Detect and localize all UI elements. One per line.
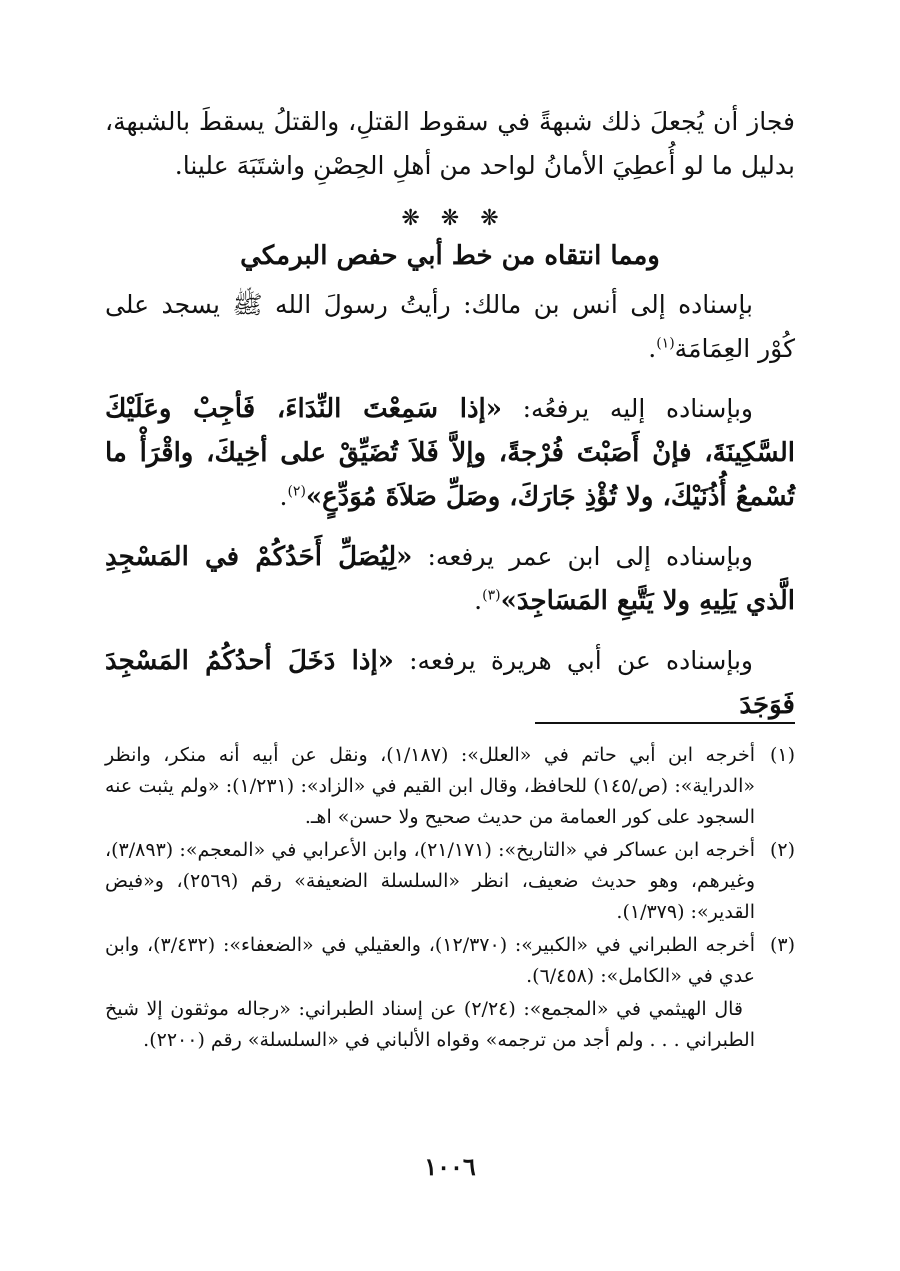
paragraph-end: . (279, 482, 288, 511)
paragraph-ibn-umar (105, 535, 795, 623)
footnote-2 (105, 835, 795, 928)
main-text (105, 100, 795, 727)
footnote-ref-2: (٢) (287, 483, 306, 500)
hadith-text: «لِيُصَلِّ أَحَدُكُمْ في المَسْجِدِ الَّذي يَلِيهِ ولا يَتَّبعِ المَسَاجِدَ» (105, 542, 795, 616)
paragraph-anas (105, 283, 795, 371)
footnote-3 (105, 930, 795, 992)
footnote-ref-3: (٣) (482, 587, 501, 604)
paragraph-anas-text: بإسناده إلى أنس بن مالك: رأيتُ رسولَ الله ﷺ يسجد على كُوْر العِمَامَة (105, 290, 795, 363)
footnote-text: أخرجه الطبراني في «الكبير»: (١٢/٣٧٠)، والعقيلي في «الضعفاء»: (٣/٤٣٢)، وابن عدي في «الكامل»: (٦/٤٥٨). (105, 934, 755, 987)
paragraph-nida (105, 387, 795, 519)
footnotes (105, 740, 795, 1056)
section-divider: ❋ ❋ ❋ (401, 206, 499, 231)
footnote-ref-1: (١) (656, 335, 675, 352)
footnote-separator (535, 722, 795, 724)
paragraph-lead: وبإسناده عن أبي هريرة يرفعه: (393, 646, 753, 675)
paragraph-end: . (474, 586, 483, 615)
page-number: ١٠٠٦ (424, 1152, 476, 1181)
footnote-number: (١) (769, 744, 795, 766)
intro-paragraph: فجاز أن يُجعلَ ذلك شبهةً في سقوط القتلِ، والقتلُ يسقطَ بالشبهة، بدليل ما لو أُعطِيَ الأمانُ لواحد من أهلِ الحِصْنِ واشتَبَهَ علينا. (105, 107, 795, 180)
paragraph-end: . (648, 334, 657, 363)
hadith-text: «إذا سَمِعْتَ النِّدَاءَ، فَأجِبْ وعَلَيْكَ السَّكِينَةَ، فإنْ أَصَبْتَ فُرْجةً، وإلاَّ فَلاَ تُضَيِّقْ على أخِيكَ، واقْرَأْ ما تُسْمعُ أُذُنَيْكَ، ولا تُؤْذِ جَارَكَ، وصَلِّ صَلاَةَ مُوَدِّعٍ» (105, 394, 795, 512)
footnote-text: أخرجه ابن أبي حاتم في «العلل»: (١/١٨٧)، ونقل عن أبيه أنه منكر، وانظر «الدراية»: (ص/١٤٥) للحافظ، وقال ابن القيم في «الزاد»: (١/٢٣١): «ولم يثبت عنه السجود على كور العمامة من حديث صحيح ولا حسن» اهـ. (105, 744, 755, 828)
footnote-number: (٣) (769, 934, 795, 956)
footnote-3-continuation: قال الهيثمي في «المجمع»: (٢/٢٤) عن إسناد الطبراني: «رجاله موثقون إلا شيخ الطبراني . . . ولم أجد من ترجمه» وقواه الألباني في «السلسلة» رقم (٢٢٠٠). (105, 998, 755, 1051)
hadith-text: «إذا دَخَلَ أحدُكُمُ المَسْجِدَ فَوَجَدَ (105, 646, 795, 720)
footnote-text: أخرجه ابن عساكر في «التاريخ»: (٢١/١٧١)، وابن الأعرابي في «المعجم»: (٣/٨٩٣)، وغيرهم، وهو حديث ضعيف، انظر «السلسلة الضعيفة» رقم (٢٥٦٩)، و«فيض القدير»: (١/٣٧٩). (105, 839, 755, 923)
paragraph-lead: وبإسناده إليه يرفعُه: (502, 394, 753, 423)
section-heading: ومما انتقاه من خط أبي حفص البرمكي (240, 241, 660, 271)
footnote-1 (105, 740, 795, 833)
paragraph-abu-hurayra (105, 639, 795, 727)
paragraph-lead: وبإسناده إلى ابن عمر يرفعه: (412, 542, 753, 571)
footnote-number: (٢) (769, 839, 795, 861)
